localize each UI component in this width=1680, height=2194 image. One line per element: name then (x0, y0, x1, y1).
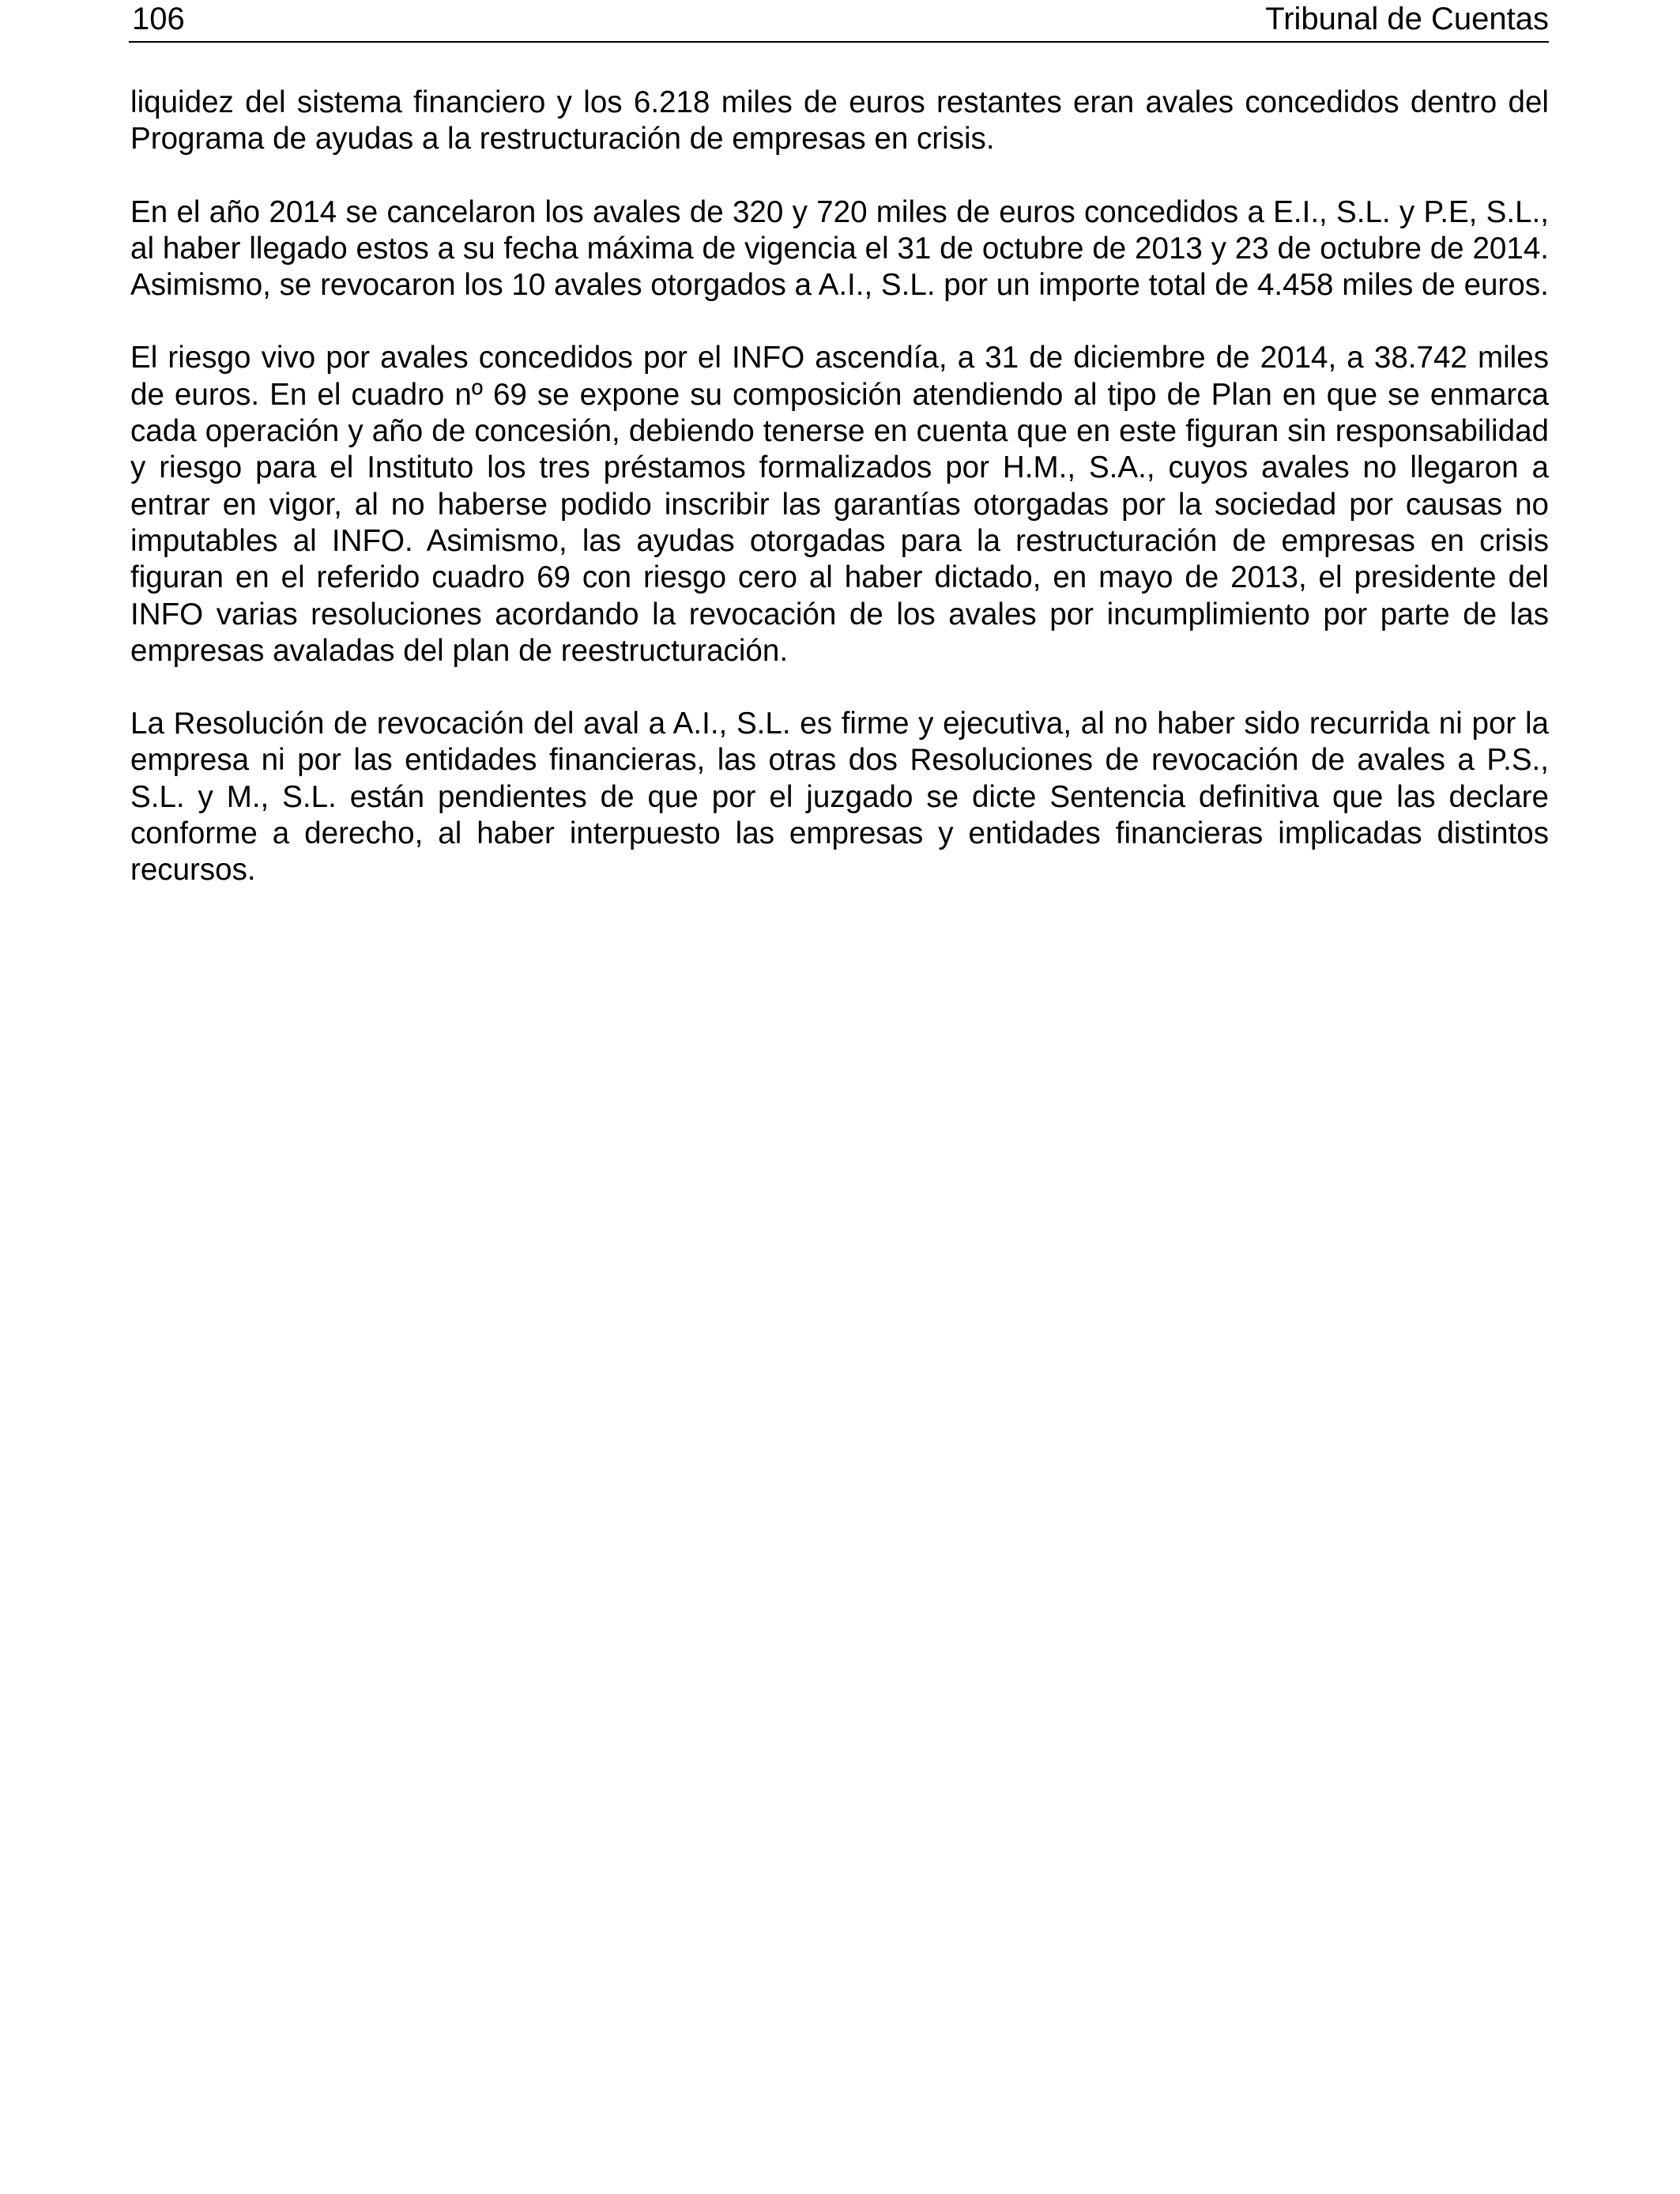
paragraph: liquidez del sistema financiero y los 6.218 miles de euros restantes eran avales concedidos dentro del Programa de ayudas a la restructuración de empresas en crisis. (130, 85, 1549, 156)
running-title: Tribunal de Cuentas (1265, 2, 1549, 36)
page-number: 106 (132, 2, 185, 36)
paragraph: En el año 2014 se cancelaron los avales de 320 y 720 miles de euros concedidos a E.I., S.L. y P.E, S.L., al haber llegado estos a su fecha máxima de vigencia el 31 de octubre de 2013 y 23 de octubre de 2014. Asimismo, se revocaron los 10 avales otorgados a A.I., S.L. por un importe total de 4.458 miles de euros. (130, 194, 1549, 303)
paragraph: La Resolución de revocación del aval a A.I., S.L. es firme y ejecutiva, al no haber sido recurrida ni por la empresa ni por las entidades financieras, las otras dos Resoluciones de revocación de avales a P.S., S.L. y M., S.L. están pendientes de que por el juzgado se dicte Sentencia definitiva que las declare conforme a derecho, al haber interpuesto las empresas y entidades financieras implicadas distintos recursos. (130, 707, 1549, 888)
paragraph: El riesgo vivo por avales concedidos por el INFO ascendía, a 31 de diciembre de 2014, a 38.742 miles de euros. En el cuadro nº 69 se expone su composición atendiendo al tipo de Plan en que se enmarca cada operación y año de concesión, debiendo tenerse en cuenta que en este figuran sin responsabilidad y riesgo para el Instituto los tres préstamos formalizados por H.M., S.A., cuyos avales no llegaron a entrar en vigor, al no haberse podido inscribir las garantías otorgadas por la sociedad por causas no imputables al INFO. Asimismo, las ayudas otorgadas para la restructuración de empresas en crisis figuran en el referido cuadro 69 con riesgo cero al haber dictado, en mayo de 2013, el presidente del INFO varias resoluciones acordando la revocación de los avales por incumplimiento por parte de las empresas avaladas del plan de reestructuración. (130, 341, 1549, 668)
body-text (130, 85, 1549, 925)
page-header (129, 0, 1549, 43)
